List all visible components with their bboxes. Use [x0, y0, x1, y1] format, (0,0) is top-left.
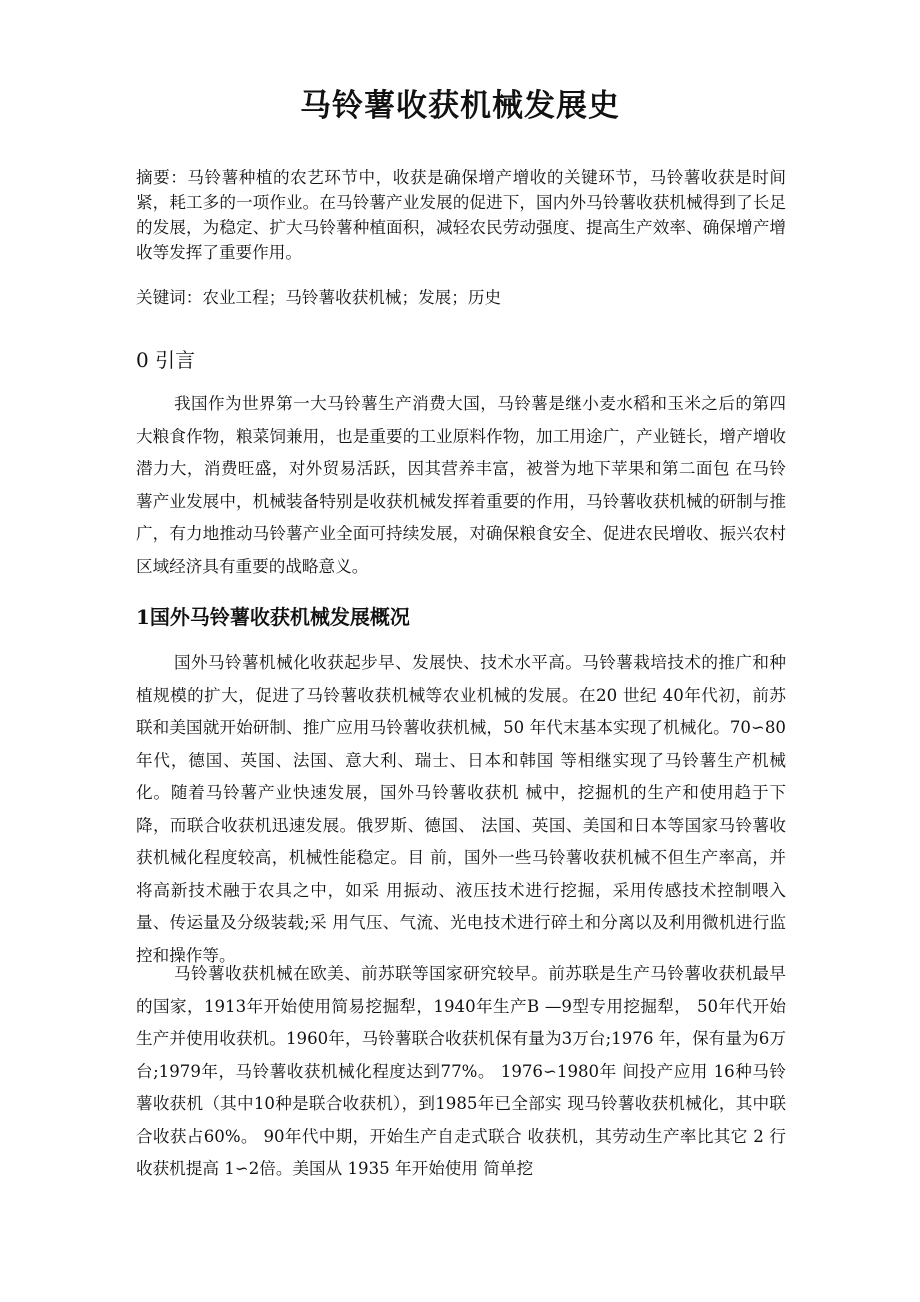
- section-1-paragraph-2: 马铃薯收获机械在欧美、前苏联等国家研究较早。前苏联是生产马铃薯收获机最早的国家，1913年开始使用简易挖掘犁，1940年生产B —9型专用挖掘犁， 50年代开始生产并使用收获机。1960年，马铃薯联合收获机保有量为3万台;1976 年，保有量为6万台;1979年，马铃薯收获机械化程度达到77%。 1976∽1980年 间投产应用 16种马铃薯收获机（其中10种是联合收获机），到1985年已全部实 现马铃薯收获机械化，其中联合收获占60%。 90年代中期，开始生产自走式联合 收获机，其劳动生产率比其它 2 行收获机提高 1∽2倍。美国从 1935 年开始使用 简单挖: [136, 964, 786, 1178]
- intro-heading: 0 引言: [136, 348, 196, 372]
- section-1-paragraph-1: 国外马铃薯机械化收获起步早、发展快、技术水平高。马铃薯栽培技术的推广和种植规模的扩大，促进了马铃薯收获机械等农业机械的发展。在20 世纪 40年代初，前苏联和美国就开始研制、推广应用马铃薯收获机械，50 年代末基本实现了机械化。70∽80年代，德国、英国、法国、意大利、瑞士、日本和韩国 等相继实现了马铃薯生产机械化。随着马铃薯产业快速发展，国外马铃薯收获机 械中，挖掘机的生产和使用趋于下降，而联合收获机迅速发展。俄罗斯、德国、 法国、英国、美国和日本等国家马铃薯收获机械化程度较高，机械性能稳定。目 前，国外一些马铃薯收获机械不但生产率高，并将高新技术融于农具之中，如采 用振动、液压技术进行挖掘，采用传感技术控制喂入量、传运量及分级装载;采 用气压、气流、光电技术进行碎土和分离以及利用微机进行监控和操作等。: [136, 653, 786, 965]
- keywords-text: 关键词：农业工程；马铃薯收获机械；发展；历史: [136, 288, 502, 307]
- intro-paragraph: 我国作为世界第一大马铃薯生产消费大国，马铃薯是继小麦水稻和玉米之后的第四大粮食作物，粮菜饲兼用，也是重要的工业原料作物，加工用途广，产业链长，增产增收潜力大，消费旺盛，对外贸易活跃，因其营养丰富，被誉为地下苹果和第二面包 在马铃薯产业发展中，机械装备特别是收获机械发挥着重要的作用，马铃薯收获机械的研制与推广，有力地推动马铃薯产业全面可持续发展，对确保粮食安全、促进农民增收、振兴农村区域经济具有重要的战略意义。: [136, 394, 786, 576]
- section-1-heading: 1国外马铃薯收获机械发展概况: [136, 605, 410, 629]
- document-title: 马铃薯收获机械发展史: [300, 88, 620, 124]
- abstract-text: 摘要：马铃薯种植的农艺环节中，收获是确保增产增收的关键环节，马铃薯收获是时间紧，耗工多的一项作业。在马铃薯产业发展的促进下，国内外马铃薯收获机械得到了长足的发展，为稳定、扩大马铃薯种植面积，减轻农民劳动强度、提高生产效率、确保增产增收等发挥了重要作用。: [136, 168, 786, 262]
